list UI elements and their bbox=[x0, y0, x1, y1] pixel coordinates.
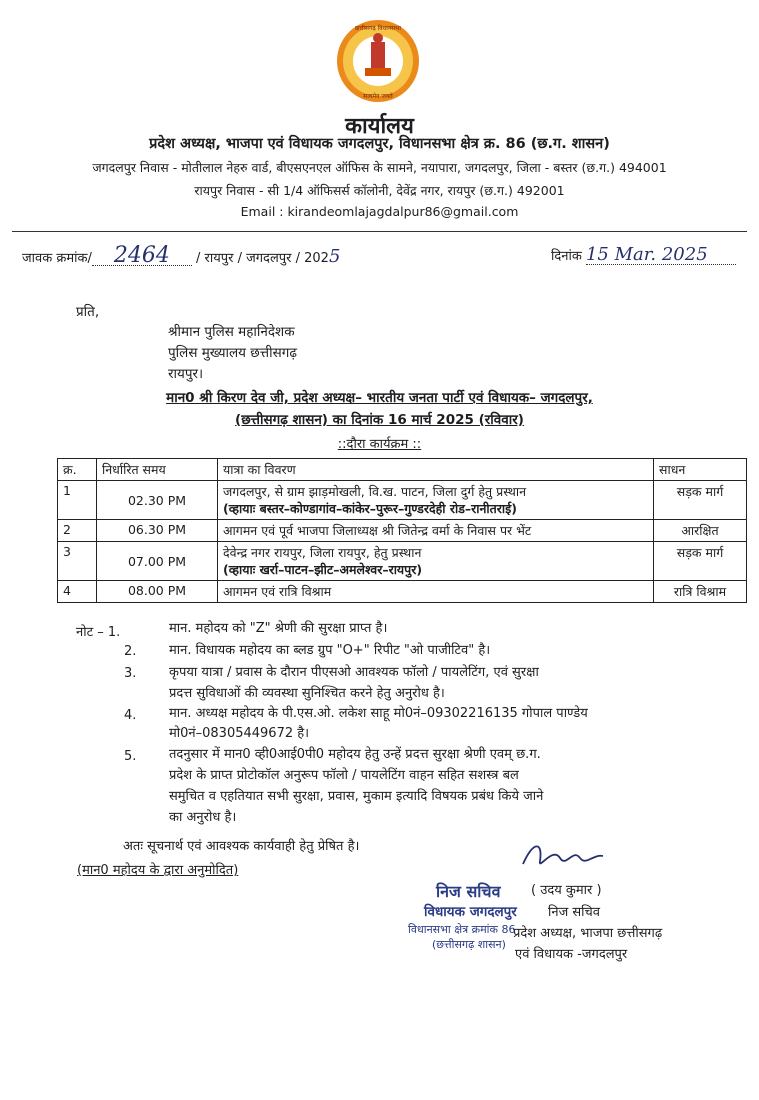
subject-line2: (छत्तीसगढ़ शासन) का दिनांक 16 मार्च 2025 (रविवार) bbox=[235, 412, 524, 428]
row-desc-text: आगमन एवं रात्रि विश्राम bbox=[223, 584, 332, 599]
row-via-text: (व्हायाः बस्तर–कोण्डागांव–कांकेर–पुरूर–गुण्डरदेही रोड–रानीतराई) bbox=[223, 501, 517, 516]
date-label: दिनांक bbox=[551, 249, 582, 264]
table-row bbox=[58, 520, 747, 542]
reference-mid: / रायपुर / जगदलपुर / 202 bbox=[196, 251, 329, 266]
recipient-to: प्रति, bbox=[76, 304, 100, 320]
note-4-text: मान. अध्यक्ष महोदय के पी.एस.ओ. लकेश साहू मो0नं–09302216135 गोपाल पाण्डेय bbox=[169, 706, 588, 721]
address-raipur: रायपुर निवास - सी 1/4 ऑफिसर्स कॉलोनी, देवेंद्र नगर, रायपुर (छ.ग.) 492001 bbox=[194, 183, 565, 198]
recipient-line1: श्रीमान पुलिस महानिदेशक bbox=[168, 324, 295, 340]
note-2-text: मान. विधायक महोदय का ब्लड ग्रुप "O+" रिपीट "ओ पाजीटिव" है। bbox=[169, 643, 491, 658]
logo-motto: सत्यमेव जयते bbox=[363, 93, 393, 100]
row-desc-text: आगमन एवं पूर्व भाजपा जिलाध्यक्ष श्री जितेन्द्र वर्मा के निवास पर भेंट bbox=[223, 523, 532, 538]
table-row bbox=[58, 581, 747, 603]
note-4-text-cont: मो0नं–08305449672 है। bbox=[169, 726, 310, 741]
row-via-text: (व्हायाः खर्रा–पाटन–झीट–अमलेश्वर–रायपुर) bbox=[223, 562, 423, 577]
row-mode: आरक्षित bbox=[654, 520, 747, 542]
note-3-number: 3. bbox=[124, 666, 137, 681]
row-no: 3 bbox=[58, 542, 97, 581]
row-no: 2 bbox=[58, 520, 97, 542]
program-heading: ::दौरा कार्यक्रम :: bbox=[337, 437, 422, 452]
stamp-line1: निज सचिव bbox=[436, 882, 501, 901]
row-mode: सड़क मार्ग bbox=[654, 481, 747, 520]
note-5-number: 5. bbox=[124, 749, 137, 764]
note-label: नोट – 1. bbox=[76, 625, 121, 640]
signatory-line1: निज सचिव bbox=[548, 905, 600, 920]
reference-label: जावक क्रमांक/ bbox=[22, 251, 92, 266]
signatory-name: ( उदय कुमार ) bbox=[531, 883, 602, 898]
note-4-number: 4. bbox=[124, 708, 137, 723]
row-description bbox=[218, 520, 654, 542]
col-mode: साधन bbox=[654, 459, 747, 481]
stamp-line2: विधायक जगदलपुर bbox=[424, 904, 517, 920]
header-divider bbox=[12, 231, 747, 232]
note-5-text-cont3: का अनुरोध है। bbox=[169, 810, 237, 825]
signatory-line3: एवं विधायक -जगदलपुर bbox=[515, 947, 628, 962]
emblem-logo bbox=[335, 18, 421, 104]
stamp-line3: विधानसभा क्षेत्र क्रमांक 86 bbox=[408, 923, 516, 936]
reference-number-line bbox=[22, 243, 341, 268]
col-no: क्र. bbox=[58, 459, 97, 481]
note-2-number: 2. bbox=[124, 644, 137, 659]
row-no: 4 bbox=[58, 581, 97, 603]
date-line bbox=[551, 246, 736, 265]
note-3-text-cont: प्रदत्त सुविधाओं की व्यवस्था सुनिश्चित करने हेतु अनुरोध है। bbox=[169, 686, 445, 701]
row-description bbox=[218, 542, 654, 581]
logo-ring-text: छत्तीसगढ़ विधानसभा bbox=[355, 25, 401, 32]
tour-schedule-table bbox=[57, 458, 747, 603]
stamp-line4: (छत्तीसगढ़ शासन) bbox=[432, 938, 506, 951]
office-subtitle: प्रदेश अध्यक्ष, भाजपा एवं विधायक जगदलपुर, विधानसभा क्षेत्र क्र. 86 (छ.ग. शासन) bbox=[149, 136, 610, 152]
reference-number: 2464 bbox=[92, 247, 192, 266]
row-no: 1 bbox=[58, 481, 97, 520]
recipient-line2: पुलिस मुख्यालय छत्तीसगढ़ bbox=[168, 345, 297, 361]
approved-text: (मान0 महोदय के द्वारा अनुमोदित) bbox=[77, 863, 239, 878]
row-time: 06.30 PM bbox=[97, 520, 218, 542]
recipient-line3: रायपुर। bbox=[168, 366, 204, 382]
row-time: 07.00 PM bbox=[97, 542, 218, 581]
note-5-text-cont2: समुचित व एहतियात सभी सुरक्षा, प्रवास, मुकाम इत्यादि विषयक प्रबंध किये जाने bbox=[169, 789, 544, 804]
note-5-text: तदनुसार में मान0 व्ही0आई0पी0 महोदय हेतु उन्हें प्रदत्त सुरक्षा श्रेणी एवम् छ.ग. bbox=[169, 747, 541, 762]
col-time: निर्धारित समय bbox=[97, 459, 218, 481]
table-row bbox=[58, 481, 747, 520]
row-desc-text: जगदलपुर, से ग्राम झाड़मोखली, वि.ख. पाटन, जिला दुर्ग हेतु प्रस्थान bbox=[223, 484, 527, 499]
note-5-text-cont1: प्रदेश के प्राप्त प्रोटोकॉल अनुरूप फॉलो / पायलेटिंग वाहन सहित सशस्त्र बल bbox=[169, 768, 519, 783]
row-mode: सड़क मार्ग bbox=[654, 542, 747, 581]
forwarded-text: अतः सूचनार्थ एवं आवश्यक कार्यवाही हेतु प्रेषित है। bbox=[123, 839, 360, 854]
email-line: Email : kirandeomlajagdalpur86@gmail.com bbox=[240, 204, 519, 219]
row-time: 02.30 PM bbox=[97, 481, 218, 520]
col-description: यात्रा का विवरण bbox=[218, 459, 654, 481]
address-jagdalpur: जगदलपुर निवास - मोतीलाल नेहरु वार्ड, बीएसएनएल ऑफिस के सामने, नयापारा, जगदलपुर, जिला - बस्तर (छ.ग.) 494001 bbox=[92, 160, 667, 175]
row-desc-text: देवेन्द्र नगर रायपुर, जिला रायपुर, हेतु प्रस्थान bbox=[223, 545, 422, 560]
signatory-line2: प्रदेश अध्यक्ष, भाजपा छत्तीसगढ़ bbox=[513, 926, 663, 941]
date-value: 15 Mar. 2025 bbox=[586, 246, 736, 265]
signature-scribble bbox=[518, 836, 608, 880]
row-description bbox=[218, 581, 654, 603]
table-header-row bbox=[58, 459, 747, 481]
office-title: कार्यालय bbox=[345, 114, 414, 139]
reference-year: 5 bbox=[328, 246, 341, 267]
row-mode: रात्रि विश्राम bbox=[654, 581, 747, 603]
subject-line1: मान0 श्री किरण देव जी, प्रदेश अध्यक्ष– भारतीय जनता पार्टी एवं विधायक– जगदलपुर, bbox=[166, 390, 593, 406]
row-description bbox=[218, 481, 654, 520]
row-time: 08.00 PM bbox=[97, 581, 218, 603]
note-3-text: कृपया यात्रा / प्रवास के दौरान पीएसओ आवश्यक फॉलो / पायलेटिंग, एवं सुरक्षा bbox=[169, 665, 539, 680]
table-row bbox=[58, 542, 747, 581]
note-1-text: मान. महोदय को "Z" श्रेणी की सुरक्षा प्राप्त है। bbox=[169, 621, 388, 636]
